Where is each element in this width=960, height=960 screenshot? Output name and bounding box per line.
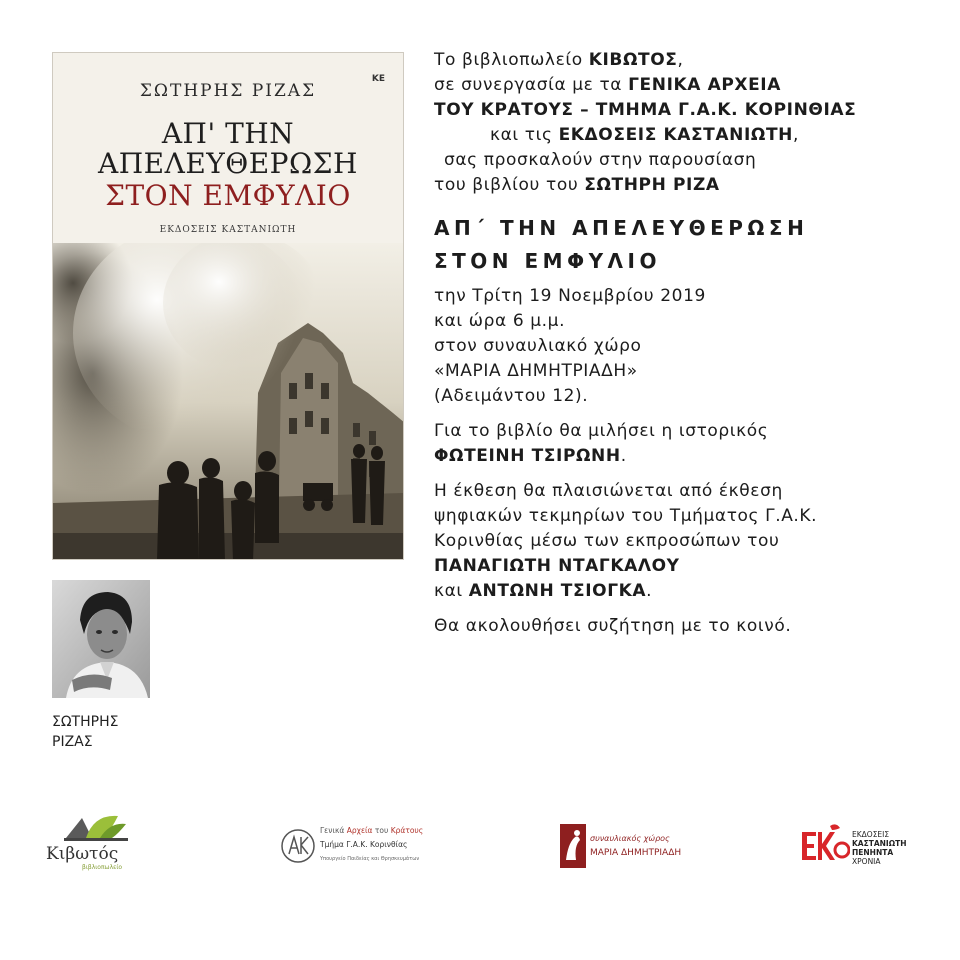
kastaniotis-text [852,830,907,866]
text: Κράτους [390,826,424,835]
kivotos-logo [46,808,156,888]
cover-publisher: ΕΚΔΟΣΕΙΣ ΚΑΣΤΑΝΙΩΤΗ [159,225,297,235]
archives-name: ΓΕΝΙΚΑ ΑΡΧΕΙΑ [628,75,781,95]
gak-line1 [320,826,423,835]
exhibit-line-3: Κορινθίας μέσω των εκπροσώπων του [434,531,780,551]
text: Γενικά [320,826,347,835]
invite-line-4 [434,123,934,148]
closing-line: Θα ακολουθήσει συζήτηση με το κοινό. [434,616,792,636]
exhibit-line-1: Η έκθεση θα πλαισιώνεται από έκθεση [434,481,783,501]
kivotos-name-logo: Κιβωτός [46,844,119,864]
author-name: ΣΩΤΗΡΗ ΡΙΖΑ [584,175,720,195]
kivotos-name: ΚΙΒΩΤΟΣ [588,50,678,70]
kastaniotis-logo [800,808,920,888]
cover-photo [53,243,404,560]
event-time: και ώρα 6 μ.μ. [434,311,566,331]
publisher-name: ΕΚΔΟΣΕΙΣ ΚΑΣΤΑΝΙΩΤΗ [558,125,793,145]
event-venue: «ΜΑΡΙΑ ΔΗΜΗΤΡΙΑΔΗ» [434,361,638,381]
invite-line-2 [434,73,934,98]
cover-title-line3: ΣΤΟΝ ΕΜΦΥΛΙΟ [105,179,351,212]
text: . [646,581,653,601]
exhibit-line-5 [434,579,934,604]
text: . [620,446,627,466]
publisher-mark: ΚΕ [371,74,385,84]
text: και τις [490,125,559,145]
maria-dimitriadi-logo [560,808,682,888]
book-title-headline [434,212,934,278]
invite-line-3: ΤΟΥ ΚΡΑΤΟΥΣ – ΤΜΗΜΑ Γ.Α.Κ. ΚΟΡΙΝΘΙΑΣ [434,100,857,120]
cover-title-line1: ΑΠ' ΤΗΝ [161,117,295,150]
kast-line2: ΚΑΣΤΑΝΙΩΤΗ [852,839,907,848]
author-caption-line2: ΡΙΖΑΣ [52,734,93,750]
headline-line2: ΣΤΟΝ ΕΜΦΥΛΙΟ [434,249,661,273]
text: Αρχεία [346,826,373,835]
kast-line4: ΧΡΟΝΙΑ [852,857,881,866]
gak-logo [280,808,440,888]
cover-title-line2: ΑΠΕΛΕΥΘΕΡΩΣΗ [98,147,358,180]
event-date: την Τρίτη 19 Νοεμβρίου 2019 [434,286,706,306]
event-place: στον συναυλιακό χώρο [434,336,642,356]
gak-line3: Υπουργείο Παιδείας και Θρησκευμάτων [320,856,420,862]
invite-line-1 [434,48,934,73]
representative-1: ΠΑΝΑΓΙΩΤΗ ΝΤΑΓΚΑΛΟΥ [434,556,680,576]
author-portrait [52,580,150,698]
event-details [434,284,934,409]
exhibit-line-2: ψηφιακών τεκμηρίων του Τμήματος Γ.Α.Κ. [434,506,818,526]
author-caption-line1: ΣΩΤΗΡΗΣ [52,714,119,730]
representative-2: ΑΝΤΩΝΗ ΤΣΙΟΓΚΑ [468,581,647,601]
text: , [677,50,684,70]
text: , [792,125,799,145]
text: του βιβλίου του [434,175,585,195]
invitation-text [434,48,934,639]
author-caption [52,712,118,752]
maria-line2: ΜΑΡΙΑ ΔΗΜΗΤΡΙΑΔΗ [590,848,682,858]
kast-line3: ΠΕΝΗΝΤΑ [852,848,894,857]
text: σε συνεργασία με τα [434,75,629,95]
text: Το βιβλιοπωλείο [434,50,589,70]
maria-emblem-icon [560,824,586,868]
event-address: (Αδειμάντου 12). [434,386,589,406]
exhibit-info [434,479,934,604]
headline-line1: ΑΠ΄ ΤΗΝ ΑΠΕΛΕΥΘΕΡΩΣΗ [434,216,809,240]
maria-line1: συναυλιακός χώρος [590,834,670,843]
kast-line1: ΕΚΔΟΣΕΙΣ [852,830,890,839]
speaker-name: ΦΩΤΕΙΝΗ ΤΣΙΡΩΝΗ [434,446,621,466]
speaker-line [434,444,934,469]
gak-emblem-icon [280,828,316,864]
ark-icon [60,808,140,848]
speaker-info [434,419,934,469]
gak-line2: Τμήμα Γ.Α.Κ. Κορινθίας [320,840,408,849]
invite-line-5: σας προσκαλούν στην παρουσίαση [444,150,757,170]
cover-title [53,119,403,179]
book-cover [52,52,404,560]
kivotos-sub: βιβλιοπωλείο [82,864,123,871]
invite-line-6 [434,173,934,198]
ek50-icon [800,824,850,868]
speaker-intro: Για το βιβλίο θα μιλήσει η ιστορικός [434,421,769,441]
cover-author: ΣΩΤΗΡΗΣ ΡΙΖΑΣ [139,81,317,101]
sponsor-logos [0,808,960,888]
text: του [372,826,391,835]
text: και [434,581,469,601]
